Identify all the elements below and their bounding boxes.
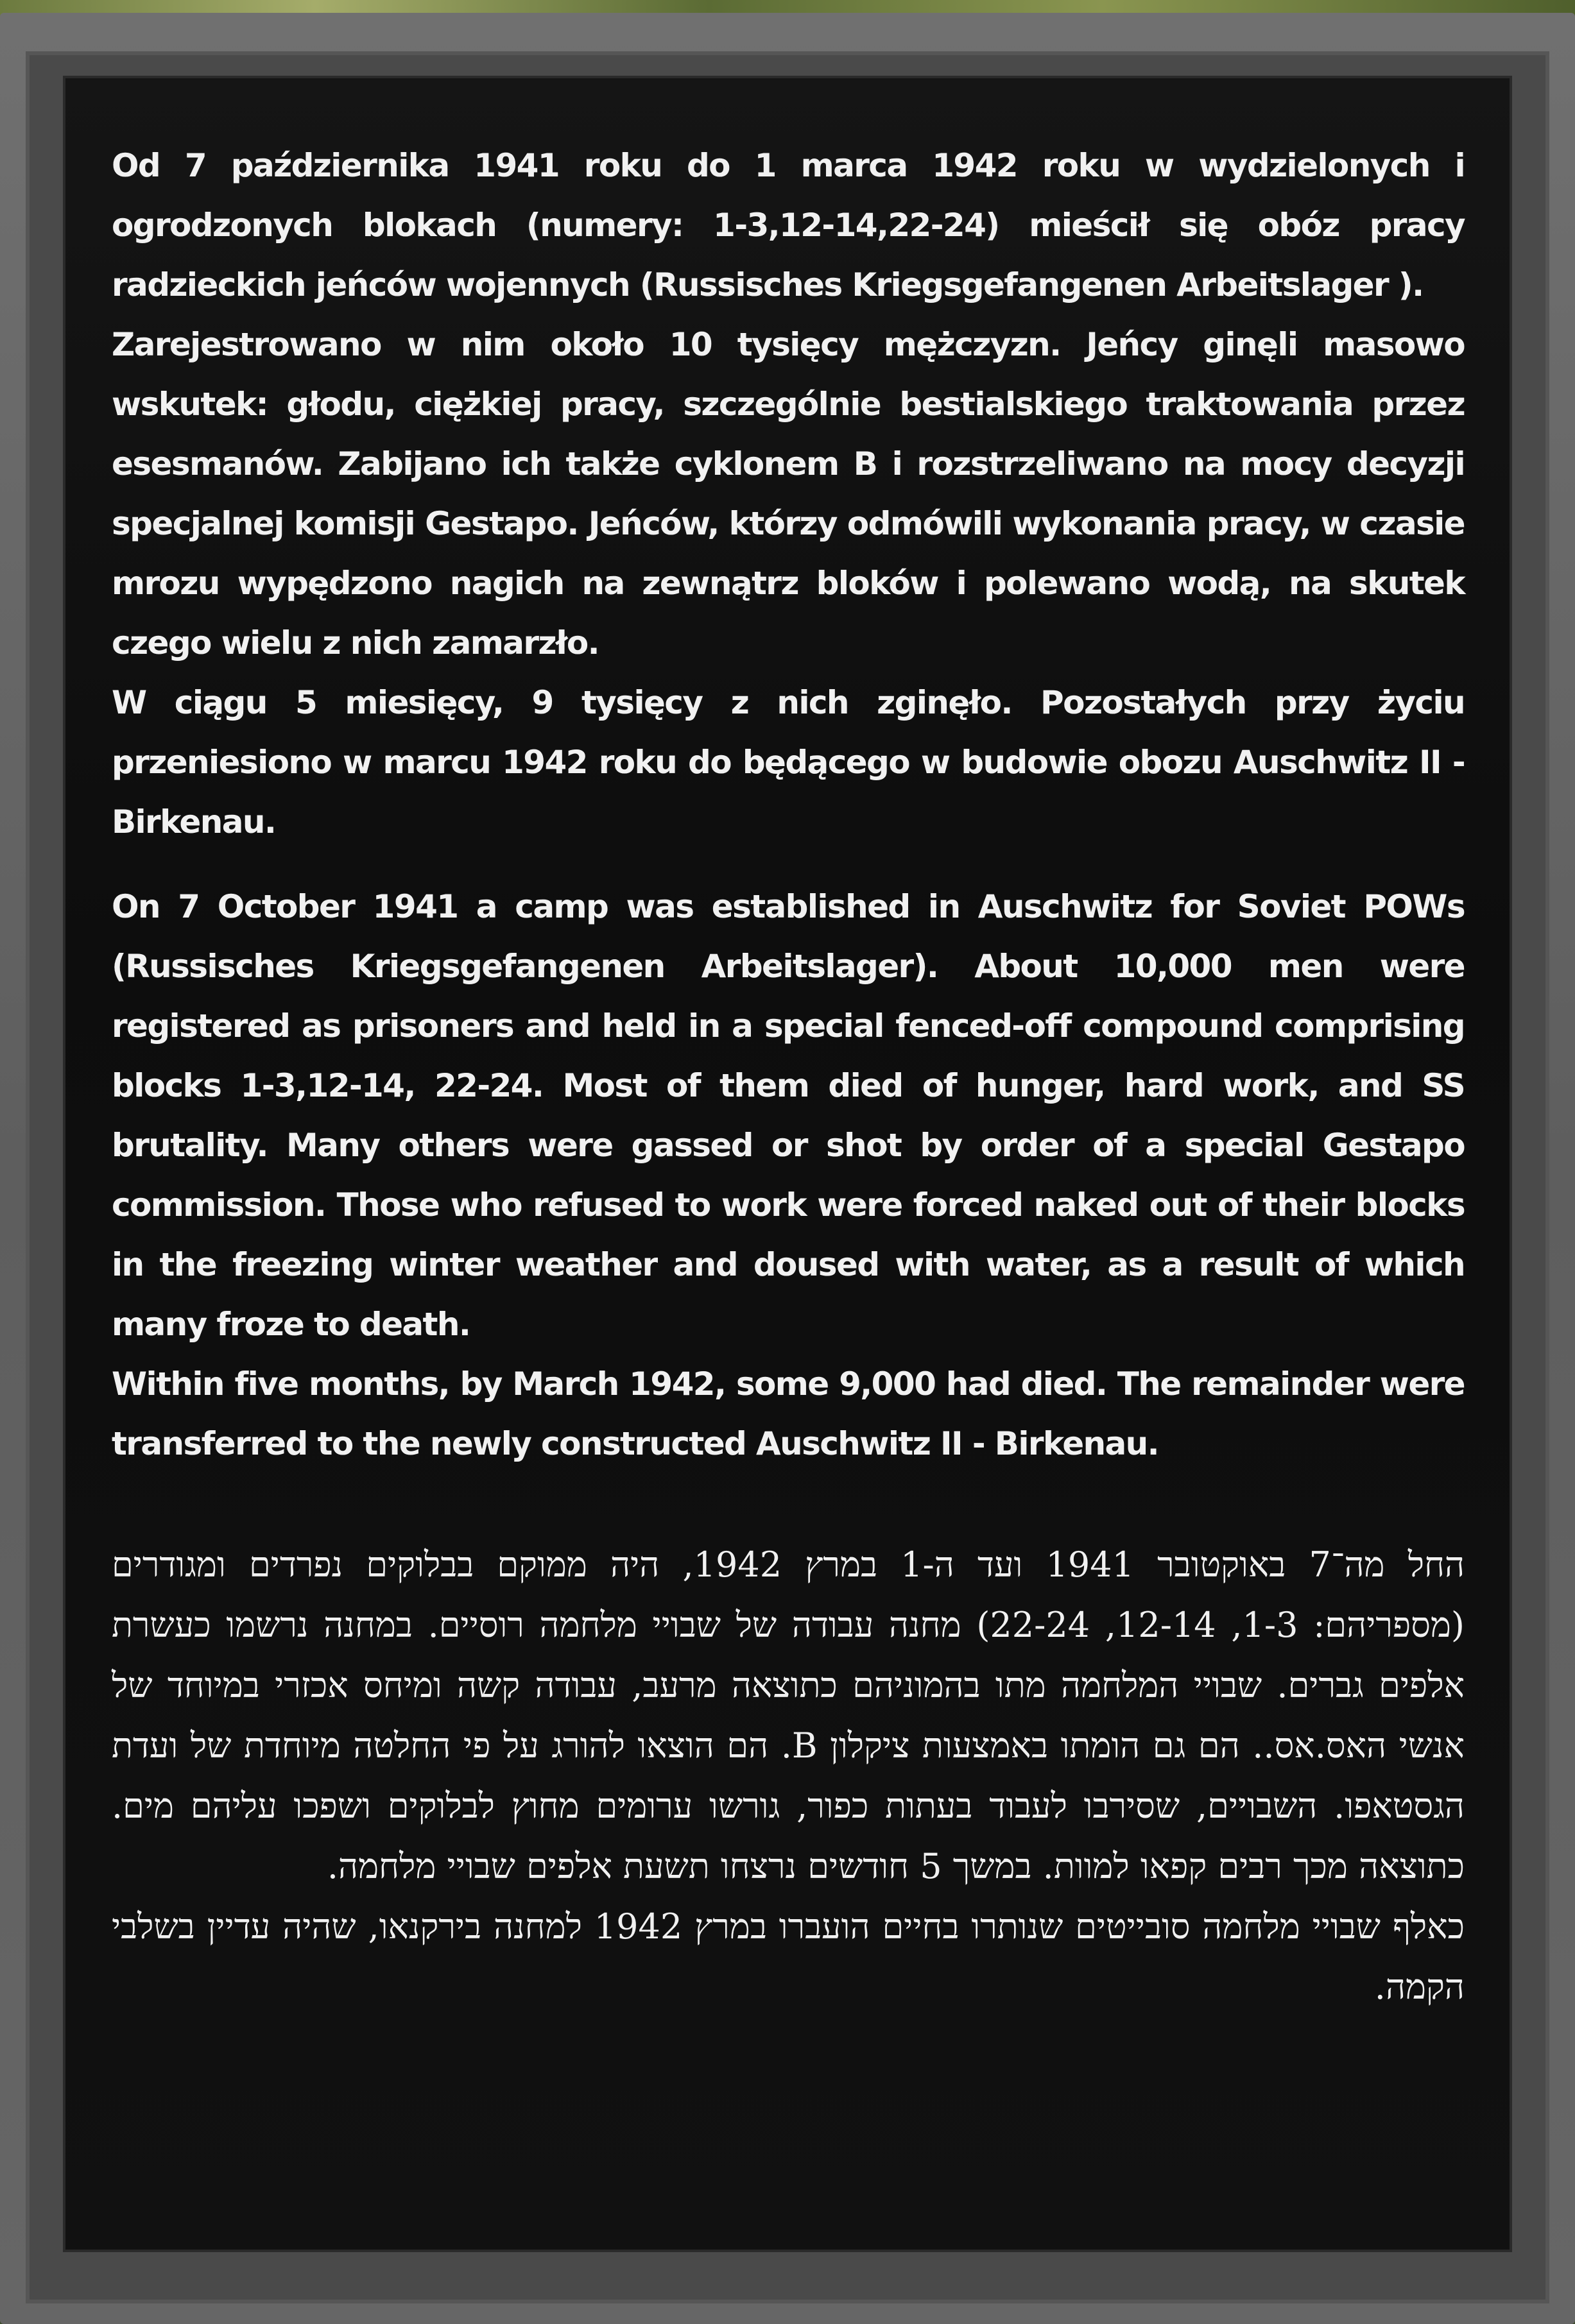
memorial-plaque [63, 76, 1512, 2252]
polish-paragraph-3: W ciągu 5 miesięcy, 9 tysięcy z nich zginęło. Pozostałych przy życiu przeniesiono w marcu 1942 roku do będącego w budowie obozu Auschwitz II - Birkenau. [112, 684, 1465, 841]
polish-text-block [112, 136, 1465, 852]
english-paragraph-1: On 7 October 1941 a camp was established in Auschwitz for Soviet POWs (Russisches Kriegsgefangenen Arbeitslager). About 10,000 men were registered as prisoners and held in a special fenced-off compound comprising blocks 1-3,12-14, 22-24. Most of them died of hunger, hard work, and SS brutality. Many others were gassed or shot by order of a special Gestapo commission. Those who refused to work were forced naked out of their blocks in the freezing winter weather and doused with water, as a result of which many froze to death. [112, 888, 1465, 1343]
hebrew-paragraph-1: החל מה־7 באוקטובר 1941 ועד ה-1 במרץ 1942, היה ממוקם בבלוקים נפרדים ומגודרים (מספריהם: 1-3, 12-14, 22-24) מחנה עבודה של שבויי מלחמה רוסיים. במחנה נרשמו כעשרת אלפים גברים. שבויי המלחמה מתו בהמוניהם כתוצאה מרעב, עבודה קשה ומיחס אכזרי במיוחד של אנשי האס.אס.. הם גם הומתו באמצעות ציקלון B. הם הוצאו להורג על פי החלטה מיוחדת של ועדת הגסטאפו. השבויים, שסירבו לעבוד בעתות כפור, גורשו ערומים מחוץ לבלוקים ושפכו עליהם מים. כתוצאה מכך רבים קפאו למוות. במשך 5 חודשים נרצחו תשעת אלפים שבויי מלחמה. [112, 1544, 1465, 1886]
hebrew-text-block [112, 1535, 1465, 2017]
polish-paragraph-1: Od 7 października 1941 roku do 1 marca 1942 roku w wydzielonych i ogrodzonych blokach (numery: 1-3,12-14,22-24) mieścił się obóz pracy radzieckich jeńców wojennych (Russisches Kriegsgefangenen Arbeitslager ). [112, 147, 1465, 303]
hebrew-paragraph-2: כאלף שבויי מלחמה סובייטים שנותרו בחיים הועברו במרץ 1942 למחנה בירקנאו, שהיה עדיין בשלבי הקמה. [112, 1906, 1465, 2007]
polish-paragraph-2: Zarejestrowano w nim około 10 tysięcy mężczyzn. Jeńcy ginęli masowo wskutek: głodu, ciężkiej pracy, szczególnie bestialskiego traktowania przez esesmanów. Zabijano ich także cyklonem B i rozstrzeliwano na mocy decyzji specjalnej komisji Gestapo. Jeńców, którzy odmówili wykonania pracy, w czasie mrozu wypędzono nagich na zewnątrz bloków i polewano wodą, na skutek czego wielu z nich zamarzło. [112, 326, 1465, 662]
english-text-block [112, 877, 1465, 1474]
english-paragraph-2: Within five months, by March 1942, some 9,000 had died. The remainder were transferred to the newly constructed Auschwitz II - Birkenau. [112, 1365, 1465, 1462]
